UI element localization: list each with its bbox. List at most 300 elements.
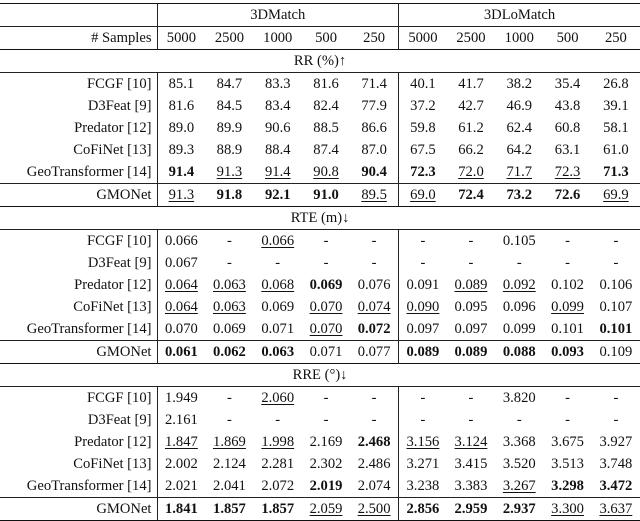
metric-value: 92.1 — [264, 187, 291, 203]
metric-value-cell — [302, 274, 350, 296]
metric-value-cell — [543, 431, 591, 453]
metric-value-cell — [592, 230, 640, 253]
metric-value: 81.6 — [168, 98, 195, 114]
metric-value-cell — [495, 498, 543, 521]
metric-value: 0.099 — [502, 321, 536, 337]
metric-value-cell — [254, 498, 302, 521]
metric-value-cell — [592, 161, 640, 184]
metric-value: 90.6 — [264, 120, 291, 136]
metric-value: 41.7 — [458, 76, 484, 92]
metric-value-cell — [350, 431, 398, 453]
metric-value: 3.267 — [502, 478, 536, 494]
metric-value: 58.1 — [603, 120, 629, 136]
metric-value: 3.368 — [502, 434, 536, 450]
metric-value: 2.468 — [357, 434, 391, 450]
metric-value-cell — [543, 73, 591, 96]
metric-value-cell — [592, 274, 640, 296]
metric-value: 0.066 — [261, 233, 295, 249]
metric-value-cell — [447, 498, 495, 521]
samples-count-cell: 2500 — [447, 27, 495, 50]
metric-value-cell — [302, 161, 350, 184]
metric-value: - — [516, 412, 522, 428]
metric-value-cell — [254, 387, 302, 410]
metric-value: 0.074 — [357, 299, 391, 315]
metric-value-cell — [350, 409, 398, 431]
metric-value-cell — [302, 475, 350, 498]
method-name: GeoTransformer [14] — [0, 161, 157, 184]
method-name: Predator [12] — [0, 117, 157, 139]
metric-value: 91.3 — [168, 187, 195, 203]
metric-value: 82.4 — [313, 98, 339, 114]
metric-value: 1.869 — [213, 434, 246, 450]
metric-value-cell — [350, 453, 398, 475]
metric-value: 2.124 — [213, 456, 246, 472]
metric-value: 3.300 — [551, 501, 584, 517]
metric-value-cell — [495, 296, 543, 318]
samples-label: # Samples — [0, 27, 157, 50]
metric-value-cell — [205, 296, 253, 318]
metric-value-cell — [302, 453, 350, 475]
metric-value: - — [420, 390, 426, 406]
method-result-row — [0, 274, 640, 296]
metric-value-cell — [205, 252, 253, 274]
metric-value: - — [565, 412, 570, 428]
method-name: D3Feat [9] — [0, 252, 157, 274]
metric-value-cell — [302, 431, 350, 453]
metric-value: - — [275, 412, 281, 428]
metric-value: - — [420, 412, 426, 428]
metric-value-cell — [543, 318, 591, 341]
metric-value-cell — [302, 252, 350, 274]
metric-value: 77.9 — [361, 98, 387, 114]
metric-value: 3.415 — [454, 456, 488, 472]
metric-value: 3.513 — [551, 456, 584, 472]
metric-value: 1.949 — [164, 390, 198, 406]
method-result-row — [0, 318, 640, 341]
metric-value-cell — [302, 498, 350, 521]
metric-value: 0.097 — [406, 321, 440, 337]
samples-count-cell: 250 — [592, 27, 640, 50]
metric-value: 0.105 — [502, 233, 536, 249]
metric-value-cell — [495, 341, 543, 364]
metric-value-cell — [592, 475, 640, 498]
metric-value-cell — [205, 318, 253, 341]
metric-value-cell — [157, 73, 205, 96]
metric-value-cell — [350, 274, 398, 296]
metric-value: 85.1 — [168, 76, 195, 92]
metric-value-cell — [495, 274, 543, 296]
method-name: GMONet — [0, 184, 157, 207]
metric-value: 87.4 — [313, 142, 339, 158]
metric-value: - — [613, 255, 619, 271]
metric-value-cell — [350, 296, 398, 318]
metric-value-cell — [495, 387, 543, 410]
metric-value: 0.096 — [502, 299, 536, 315]
metric-value: 0.064 — [164, 299, 198, 315]
metric-value-cell — [592, 296, 640, 318]
metric-value: 3.124 — [454, 434, 488, 450]
metric-value: 42.7 — [458, 98, 484, 114]
metric-value-cell — [350, 73, 398, 96]
metric-value: 0.067 — [164, 255, 198, 271]
samples-count-cell: 500 — [543, 27, 591, 50]
metric-value-cell — [399, 73, 447, 96]
metric-value: 2.059 — [309, 501, 343, 517]
ours-result-row — [0, 498, 640, 521]
method-name: GeoTransformer [14] — [0, 318, 157, 341]
results-table-body — [0, 4, 640, 521]
metric-value: 91.0 — [313, 187, 339, 203]
metric-value: 0.069 — [309, 277, 343, 293]
metric-value: 0.070 — [309, 321, 343, 337]
metric-title: RR (%)↑ — [0, 50, 640, 73]
metric-value: 88.9 — [216, 142, 243, 158]
metric-value: 60.8 — [554, 120, 581, 136]
header-corner-cell — [0, 4, 157, 27]
metric-value-cell — [543, 230, 591, 253]
metric-value: 0.071 — [309, 344, 343, 360]
metric-value: 2.060 — [261, 390, 295, 406]
metric-value-cell — [447, 161, 495, 184]
metric-value: - — [227, 233, 232, 249]
method-name: D3Feat [9] — [0, 409, 157, 431]
metric-value: 0.062 — [213, 344, 246, 360]
metric-value-cell — [447, 475, 495, 498]
metric-value: 90.4 — [361, 164, 387, 180]
metric-value-cell — [495, 230, 543, 253]
metric-value: - — [371, 233, 377, 249]
metric-value-cell — [157, 318, 205, 341]
metric-value: 64.2 — [506, 142, 533, 158]
metric-value-cell — [447, 184, 495, 207]
metric-value: 0.066 — [164, 233, 198, 249]
metric-value: 71.4 — [361, 76, 387, 92]
method-name: FCGF [10] — [0, 230, 157, 253]
metric-value-cell — [447, 387, 495, 410]
metric-value-cell — [592, 498, 640, 521]
metric-value-cell — [254, 318, 302, 341]
method-result-row — [0, 230, 640, 253]
samples-count-cell: 1000 — [495, 27, 543, 50]
metric-value: - — [227, 255, 232, 271]
metric-value-cell — [399, 409, 447, 431]
metric-value: 90.8 — [313, 164, 339, 180]
metric-value-cell — [205, 117, 253, 139]
samples-count-cell: 2500 — [205, 27, 253, 50]
metric-value-cell — [495, 475, 543, 498]
metric-value: 3.271 — [406, 456, 440, 472]
metric-value-cell — [592, 184, 640, 207]
metric-value-cell — [399, 431, 447, 453]
metric-value: 2.281 — [261, 456, 295, 472]
metric-value-cell — [447, 341, 495, 364]
metric-value-cell — [205, 431, 253, 453]
metric-value-cell — [399, 117, 447, 139]
metric-value-cell — [543, 252, 591, 274]
metric-value-cell — [592, 387, 640, 410]
metric-value-cell — [592, 431, 640, 453]
metric-value-cell — [254, 184, 302, 207]
metric-value: 2.937 — [502, 501, 536, 517]
metric-value: 0.069 — [261, 299, 295, 315]
metric-value-cell — [205, 184, 253, 207]
metric-value: 37.2 — [410, 98, 436, 114]
metric-value-cell — [157, 387, 205, 410]
metric-value-cell — [399, 252, 447, 274]
metric-value-cell — [205, 498, 253, 521]
metric-value-cell — [205, 274, 253, 296]
metric-value: - — [516, 255, 522, 271]
metric-value: 88.5 — [313, 120, 339, 136]
metric-value-cell — [543, 184, 591, 207]
method-result-row — [0, 475, 640, 498]
metric-value: 1.857 — [213, 501, 246, 517]
metric-value: 0.061 — [164, 344, 198, 360]
metric-value-cell — [399, 161, 447, 184]
metric-value: 0.064 — [164, 277, 198, 293]
metric-value: 0.089 — [454, 277, 488, 293]
metric-value-cell — [399, 318, 447, 341]
metric-value-cell — [447, 139, 495, 161]
metric-value: 89.5 — [361, 187, 387, 203]
metric-value-cell — [592, 318, 640, 341]
method-result-row — [0, 387, 640, 410]
metric-value-cell — [254, 431, 302, 453]
metric-value-cell — [447, 117, 495, 139]
metric-value-cell — [447, 409, 495, 431]
method-result-row — [0, 117, 640, 139]
metric-value: 72.4 — [458, 187, 484, 203]
metric-value: 0.070 — [164, 321, 198, 337]
method-result-row — [0, 296, 640, 318]
metric-value: 3.675 — [551, 434, 584, 450]
method-name: Predator [12] — [0, 274, 157, 296]
metric-value: 69.9 — [603, 187, 629, 203]
metric-value: 72.3 — [554, 164, 581, 180]
metric-value: 62.4 — [506, 120, 533, 136]
method-result-row — [0, 139, 640, 161]
metric-value-cell — [495, 73, 543, 96]
metric-value-cell — [205, 139, 253, 161]
metric-value: 0.107 — [599, 299, 633, 315]
metric-value: 0.076 — [357, 277, 391, 293]
method-name: Predator [12] — [0, 431, 157, 453]
metric-title: RRE (°)↓ — [0, 364, 640, 387]
metric-value-cell — [543, 296, 591, 318]
metric-value: 71.7 — [506, 164, 533, 180]
metric-value-cell — [205, 73, 253, 96]
samples-count-cell: 1000 — [254, 27, 302, 50]
metric-value-cell — [302, 341, 350, 364]
metric-value: - — [565, 255, 570, 271]
metric-value: - — [323, 233, 329, 249]
metric-value-cell — [157, 475, 205, 498]
metric-value-cell — [495, 431, 543, 453]
metric-value-cell — [399, 230, 447, 253]
metric-value-cell — [350, 117, 398, 139]
metric-value: 0.069 — [213, 321, 246, 337]
metric-value: 2.002 — [164, 456, 198, 472]
metric-value-cell — [350, 95, 398, 117]
method-result-row — [0, 453, 640, 475]
metric-value-cell — [157, 274, 205, 296]
metric-value-cell — [543, 409, 591, 431]
metric-value: 0.070 — [309, 299, 343, 315]
metric-value-cell — [157, 498, 205, 521]
metric-value-cell — [205, 475, 253, 498]
metric-value-cell — [399, 274, 447, 296]
method-result-row — [0, 161, 640, 184]
metric-value: 39.1 — [603, 98, 629, 114]
samples-count-cell: 250 — [350, 27, 398, 50]
metric-value: 3.520 — [502, 456, 536, 472]
metric-value-cell — [543, 161, 591, 184]
metric-value-cell — [302, 409, 350, 431]
metric-value: 2.021 — [164, 478, 198, 494]
method-name: CoFiNet [13] — [0, 453, 157, 475]
metric-value: 69.0 — [410, 187, 436, 203]
metric-value-cell — [254, 341, 302, 364]
metric-value-cell — [447, 274, 495, 296]
metric-value-cell — [157, 161, 205, 184]
metric-value-cell — [157, 139, 205, 161]
metric-value-cell — [350, 161, 398, 184]
metric-value-cell — [157, 431, 205, 453]
ours-result-row — [0, 341, 640, 364]
metric-value: 0.095 — [454, 299, 488, 315]
metric-value: 0.106 — [599, 277, 633, 293]
metric-value-cell — [350, 230, 398, 253]
metric-value: 2.486 — [357, 456, 391, 472]
metric-value-cell — [592, 117, 640, 139]
metric-value: 0.097 — [454, 321, 488, 337]
metric-value: 66.2 — [458, 142, 484, 158]
metric-value: 91.4 — [264, 164, 291, 180]
metric-value: 2.169 — [309, 434, 343, 450]
method-name: CoFiNet [13] — [0, 296, 157, 318]
metric-value: 0.101 — [599, 321, 633, 337]
metric-value: 1.857 — [261, 501, 295, 517]
metric-value: - — [468, 255, 474, 271]
metric-value: 83.3 — [264, 76, 291, 92]
metric-value-cell — [254, 296, 302, 318]
metric-value-cell — [592, 139, 640, 161]
metric-value: 0.090 — [406, 299, 440, 315]
method-name: GMONet — [0, 498, 157, 521]
metric-value-cell — [447, 296, 495, 318]
metric-value-cell — [399, 387, 447, 410]
metric-value-cell — [495, 95, 543, 117]
metric-section-header — [0, 207, 640, 230]
metric-value-cell — [254, 117, 302, 139]
metric-value: 2.072 — [261, 478, 295, 494]
metric-value: 0.089 — [406, 344, 440, 360]
metric-value-cell — [495, 161, 543, 184]
metric-value-cell — [254, 475, 302, 498]
metric-value: 0.063 — [213, 277, 246, 293]
samples-count-cell: 5000 — [399, 27, 447, 50]
samples-header-row — [0, 27, 640, 50]
metric-value: 91.3 — [216, 164, 243, 180]
metric-value-cell — [350, 139, 398, 161]
metric-value: 3.238 — [406, 478, 440, 494]
metric-value-cell — [157, 296, 205, 318]
metric-value: 0.063 — [261, 344, 295, 360]
metric-value-cell — [157, 252, 205, 274]
metric-value-cell — [302, 387, 350, 410]
metric-value-cell — [592, 252, 640, 274]
method-name: D3Feat [9] — [0, 95, 157, 117]
metric-value: 0.102 — [551, 277, 584, 293]
metric-value-cell — [205, 230, 253, 253]
metric-value-cell — [254, 453, 302, 475]
metric-value-cell — [543, 95, 591, 117]
metric-value-cell — [592, 453, 640, 475]
metric-value: 0.091 — [406, 277, 440, 293]
metric-value-cell — [543, 274, 591, 296]
metric-value: 84.5 — [216, 98, 243, 114]
metric-value-cell — [447, 230, 495, 253]
metric-value: 71.3 — [603, 164, 629, 180]
metric-value-cell — [205, 387, 253, 410]
metric-value-cell — [543, 139, 591, 161]
metric-value-cell — [350, 341, 398, 364]
metric-value-cell — [447, 252, 495, 274]
metric-value: 84.7 — [216, 76, 243, 92]
metric-value-cell — [302, 95, 350, 117]
metric-value: 88.4 — [264, 142, 291, 158]
metric-value: 2.074 — [357, 478, 391, 494]
metric-value: 2.856 — [406, 501, 440, 517]
metric-value-cell — [495, 139, 543, 161]
metric-value: - — [371, 390, 377, 406]
metric-value-cell — [205, 161, 253, 184]
metric-value: 40.1 — [410, 76, 436, 92]
metric-value: 2.959 — [454, 501, 488, 517]
metric-value-cell — [254, 274, 302, 296]
metric-value: 72.3 — [410, 164, 436, 180]
metric-value-cell — [543, 453, 591, 475]
metric-value: 0.089 — [454, 344, 488, 360]
metric-section-header — [0, 50, 640, 73]
metric-value: 72.6 — [554, 187, 581, 203]
method-result-row — [0, 73, 640, 96]
metric-value-cell — [302, 73, 350, 96]
metric-value-cell — [254, 139, 302, 161]
metric-value: - — [323, 255, 329, 271]
metric-value: 0.092 — [502, 277, 536, 293]
metric-value: 3.820 — [502, 390, 536, 406]
method-result-row — [0, 95, 640, 117]
metric-value-cell — [399, 139, 447, 161]
method-name: GeoTransformer [14] — [0, 475, 157, 498]
metric-value-cell — [157, 184, 205, 207]
metric-value: 0.077 — [357, 344, 391, 360]
metric-value-cell — [254, 161, 302, 184]
metric-value-cell — [543, 498, 591, 521]
metric-value-cell — [205, 95, 253, 117]
metric-value-cell — [157, 341, 205, 364]
metric-value: 3.298 — [551, 478, 584, 494]
metric-value: 73.2 — [506, 187, 533, 203]
method-result-row — [0, 252, 640, 274]
metric-value-cell — [495, 409, 543, 431]
dataset-3dmatch-header: 3DMatch — [157, 4, 399, 27]
metric-value-cell — [399, 341, 447, 364]
metric-value: 0.071 — [261, 321, 295, 337]
metric-value-cell — [543, 341, 591, 364]
metric-value-cell — [157, 409, 205, 431]
